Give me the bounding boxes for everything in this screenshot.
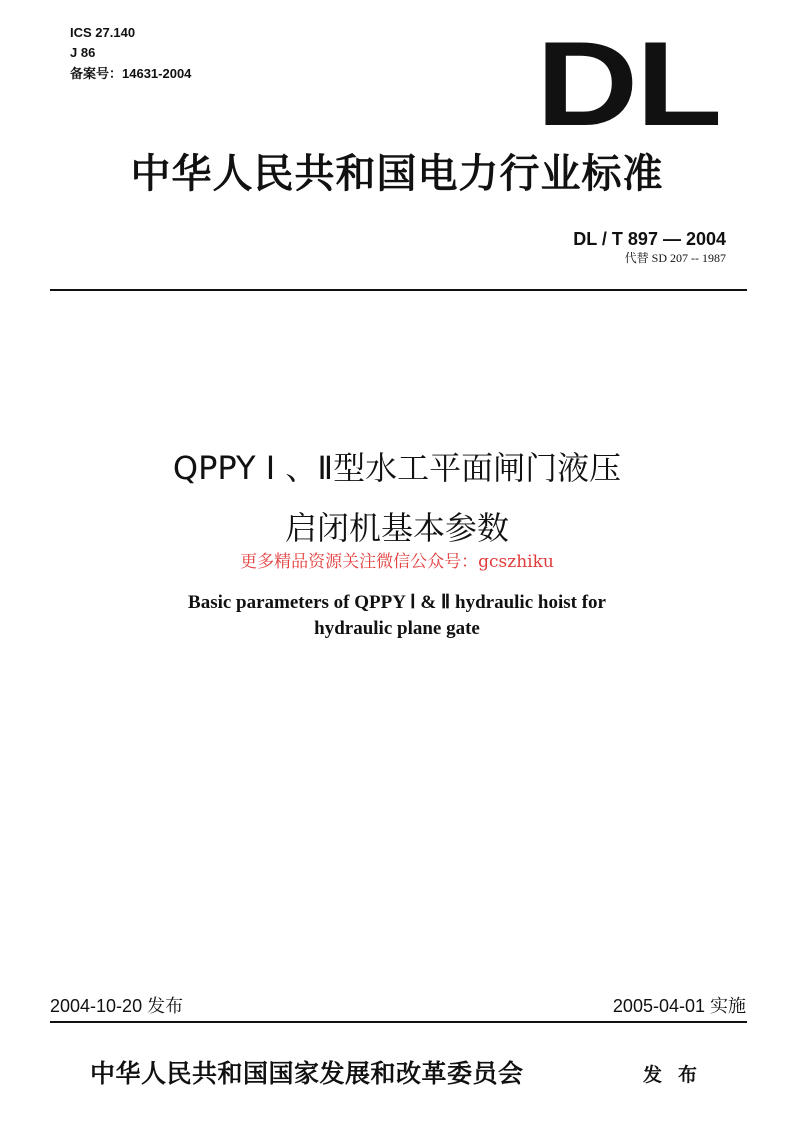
standard-number: DL / T 897 — 2004 xyxy=(573,229,726,249)
title-chinese-line-1: QPPY Ⅰ 、Ⅱ型水工平面闸门液压 xyxy=(172,449,622,487)
title-chinese-line-2: 启闭机基本参数 xyxy=(284,509,509,547)
title-english-line-2: hydraulic plane gate xyxy=(314,618,480,639)
replaces-standard: 代替 SD 207 -- 1987 xyxy=(624,251,726,265)
org-title: 中华人民共和国电力行业标准 xyxy=(130,151,664,197)
record-number: 备案号：14631-2004 xyxy=(70,66,192,81)
top-divider xyxy=(50,289,747,291)
bottom-divider xyxy=(50,1021,747,1023)
publisher-name: 中华人民共和国国家发展和改革委员会 xyxy=(90,1059,524,1088)
classification-code: J 86 xyxy=(70,45,96,60)
ics-code: ICS 27.140 xyxy=(70,25,136,40)
dl-logo: DL xyxy=(536,17,721,151)
publish-label: 发布 xyxy=(643,1064,714,1086)
title-english-line-1: Basic parameters of QPPY Ⅰ & Ⅱ hydraulic hoist for xyxy=(188,592,606,613)
issue-date: 2004-10-20 发布 xyxy=(50,996,184,1016)
watermark-text: 更多精品资源关注微信公众号：gcszhiku xyxy=(240,552,554,572)
effective-date: 2005-04-01 实施 xyxy=(612,996,746,1016)
